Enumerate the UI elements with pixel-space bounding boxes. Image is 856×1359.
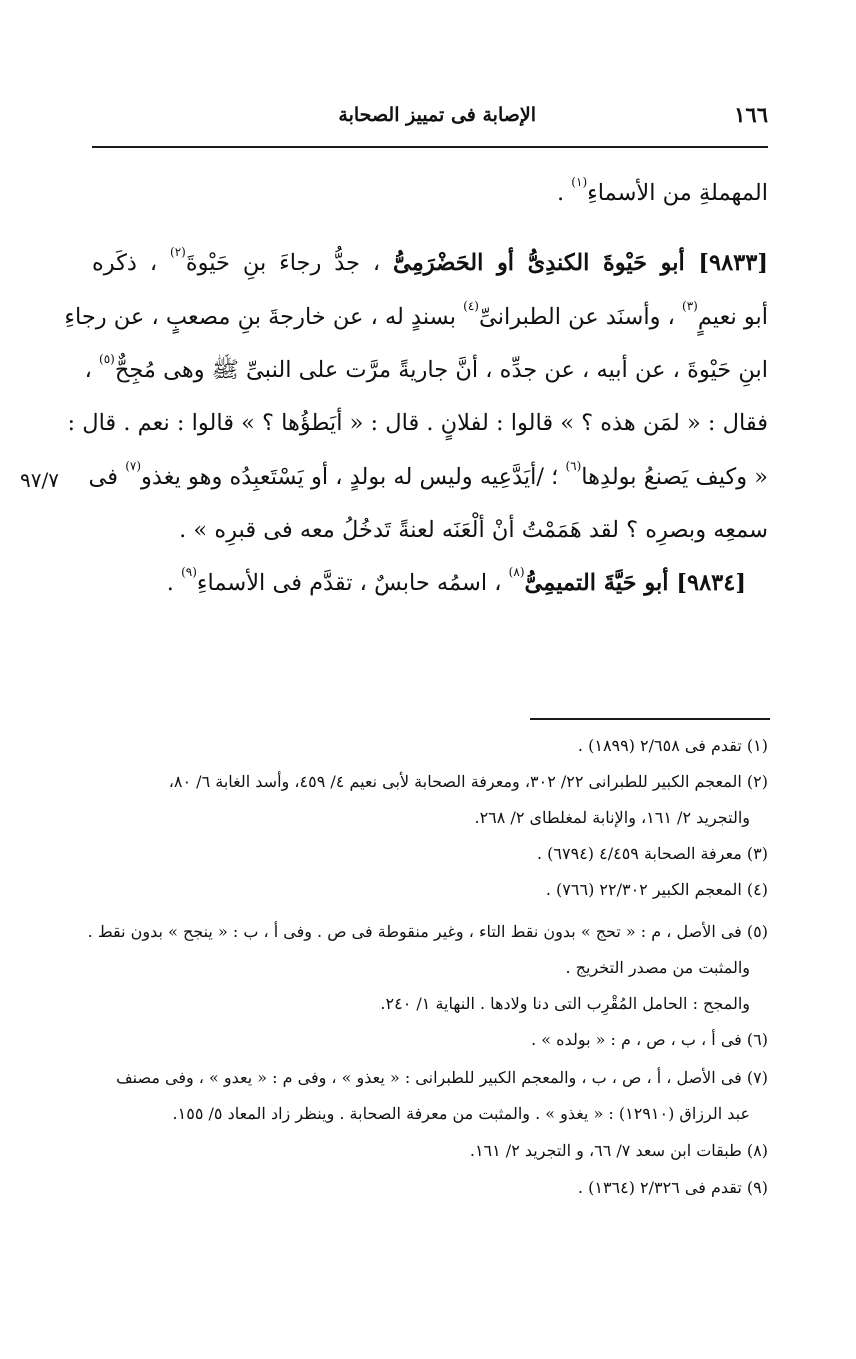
footnote-ref: (٢) bbox=[170, 245, 186, 259]
footnote-line: (٣) معرفة الصحابة ٤/٤٥٩ (٦٧٩٤) . bbox=[536, 844, 768, 863]
margin-volume-reference: ٩٧/٧ bbox=[20, 468, 59, 492]
text-line: [٩٨٣٤] أبو حَيَّةَ التميمِىُّ$^{(٨)}$ ، اسمُه حابسٌ ، تقدَّم فى الأسماءِ$^{(٩)}$ . bbox=[166, 565, 746, 596]
entry-heading: [٩٨٣٤] أبو حَيَّةَ التميمِىُّ bbox=[524, 570, 746, 596]
footnote-line: عبد الرزاق (١٢٩١٠) : « يغذو » . والمثبت من معرفة الصحابة . وينظر زاد المعاد ٥/ ١٥٥. bbox=[172, 1104, 750, 1123]
footnote-line: (٨) طبقات ابن سعد ٧/ ٦٦، و التجريد ٢/ ١٦١. bbox=[469, 1141, 768, 1160]
footnote-ref: (٣) bbox=[682, 299, 698, 313]
text-line: المهملةِ من الأسماءِ$^{(١)}$ . bbox=[556, 175, 768, 206]
footnote-line: والمثبت من مصدر التخريج . bbox=[565, 958, 750, 977]
footnote-rule bbox=[530, 718, 770, 720]
running-title: الإصابة فى تمييز الصحابة bbox=[338, 104, 536, 126]
text-line: [٩٨٣٣] أبو حَيْوةَ الكندِىُّ أو الحَضْرَمِىُّ ، جدُّ رجاءَ بنِ حَيْوةَ$^{(٢)}$ ، ذكَره bbox=[92, 245, 768, 276]
header-rule bbox=[92, 146, 768, 148]
footnote-line: (٩) تقدم فى ٢/٣٢٦ (١٣٦٤) . bbox=[577, 1178, 768, 1197]
footnote-ref: (٩) bbox=[181, 565, 197, 579]
footnote-ref: (٥) bbox=[99, 352, 115, 366]
footnote-line: (٢) المعجم الكبير للطبرانى ٢٢/ ٣٠٢، ومعرفة الصحابة لأبى نعيم ٤/ ٤٥٩، وأسد الغابة ٦/ ٨٠، bbox=[168, 772, 768, 791]
text-line: ابنِ حَيْوةَ ، عن أبيه ، عن جدِّه ، أنَّ جاريةً مرَّت على النبىِّ ﷺ وهى مُجِحٌّ$^{(٥)}$ ، bbox=[84, 352, 768, 383]
footnote-line: والمجح : الحامل المُقْرِب التى دنا ولادها . النهاية ١/ ٢٤٠. bbox=[380, 994, 750, 1013]
footnote-ref: (١) bbox=[571, 175, 588, 189]
text-line: أبو نعيمٍ$^{(٣)}$ ، وأسنَد عن الطبرانىِّ$^{(٤)}$ بسندٍ له ، عن خارجةَ بنِ مصعبٍ ، عن رجاءِ bbox=[64, 299, 768, 330]
text-line: فقال : « لمَن هذه ؟ » قالوا : لفلانٍ . قال : « أيَطؤُها ؟ » قالوا : نعم . قال : bbox=[67, 410, 768, 436]
text-line: « وكيف يَصنعُ بولدِها$^{(٦)}$ ؛ /أيَدَّعِيه وليس له بولدٍ ، أو يَسْتَعبِدُه وهو يغذو$^{(٧)}$ فى bbox=[88, 459, 768, 490]
footnote-line: والتجريد ٢/ ١٦١، والإنابة لمغلطاى ٢/ ٢٦٨. bbox=[474, 808, 750, 827]
footnote-line: (٧) فى الأصل ، أ ، ص ، ب ، والمعجم الكبير للطبرانى : « يعذو » ، وفى م : « يعدو » ، وفى مصنف bbox=[116, 1068, 768, 1087]
footnote-line: (٦) فى أ ، ب ، ص ، م : « بولده » . bbox=[531, 1030, 768, 1049]
footnote-line: (٥) فى الأصل ، م : « تحج » بدون نقط التاء ، وغير منقوطة فى ص . وفى أ ، ب : « ينجح » بدون نقط . bbox=[87, 922, 768, 941]
text-line: سمعِه وبصرِه ؟ لقد هَمَمْتُ أنْ ألْعَنَه لعنةً تَدخُلُ معه فى قبرِه » . bbox=[179, 517, 768, 543]
page-number: ١٦٦ bbox=[734, 102, 768, 127]
footnote-ref: (٤) bbox=[463, 299, 479, 313]
footnote-ref: (٦) bbox=[565, 459, 582, 473]
entry-heading: [٩٨٣٣] أبو حَيْوةَ الكندِىُّ أو الحَضْرَمِىُّ bbox=[393, 250, 768, 276]
footnote-line: (٤) المعجم الكبير ٢٢/٣٠٢ (٧٦٦) . bbox=[545, 880, 768, 899]
page-header bbox=[92, 102, 768, 132]
footnote-ref: (٨) bbox=[508, 565, 525, 579]
footnote-line: (١) تقدم فى ٢/٦٥٨ (١٨٩٩) . bbox=[577, 736, 768, 755]
footnote-ref: (٧) bbox=[125, 459, 142, 473]
